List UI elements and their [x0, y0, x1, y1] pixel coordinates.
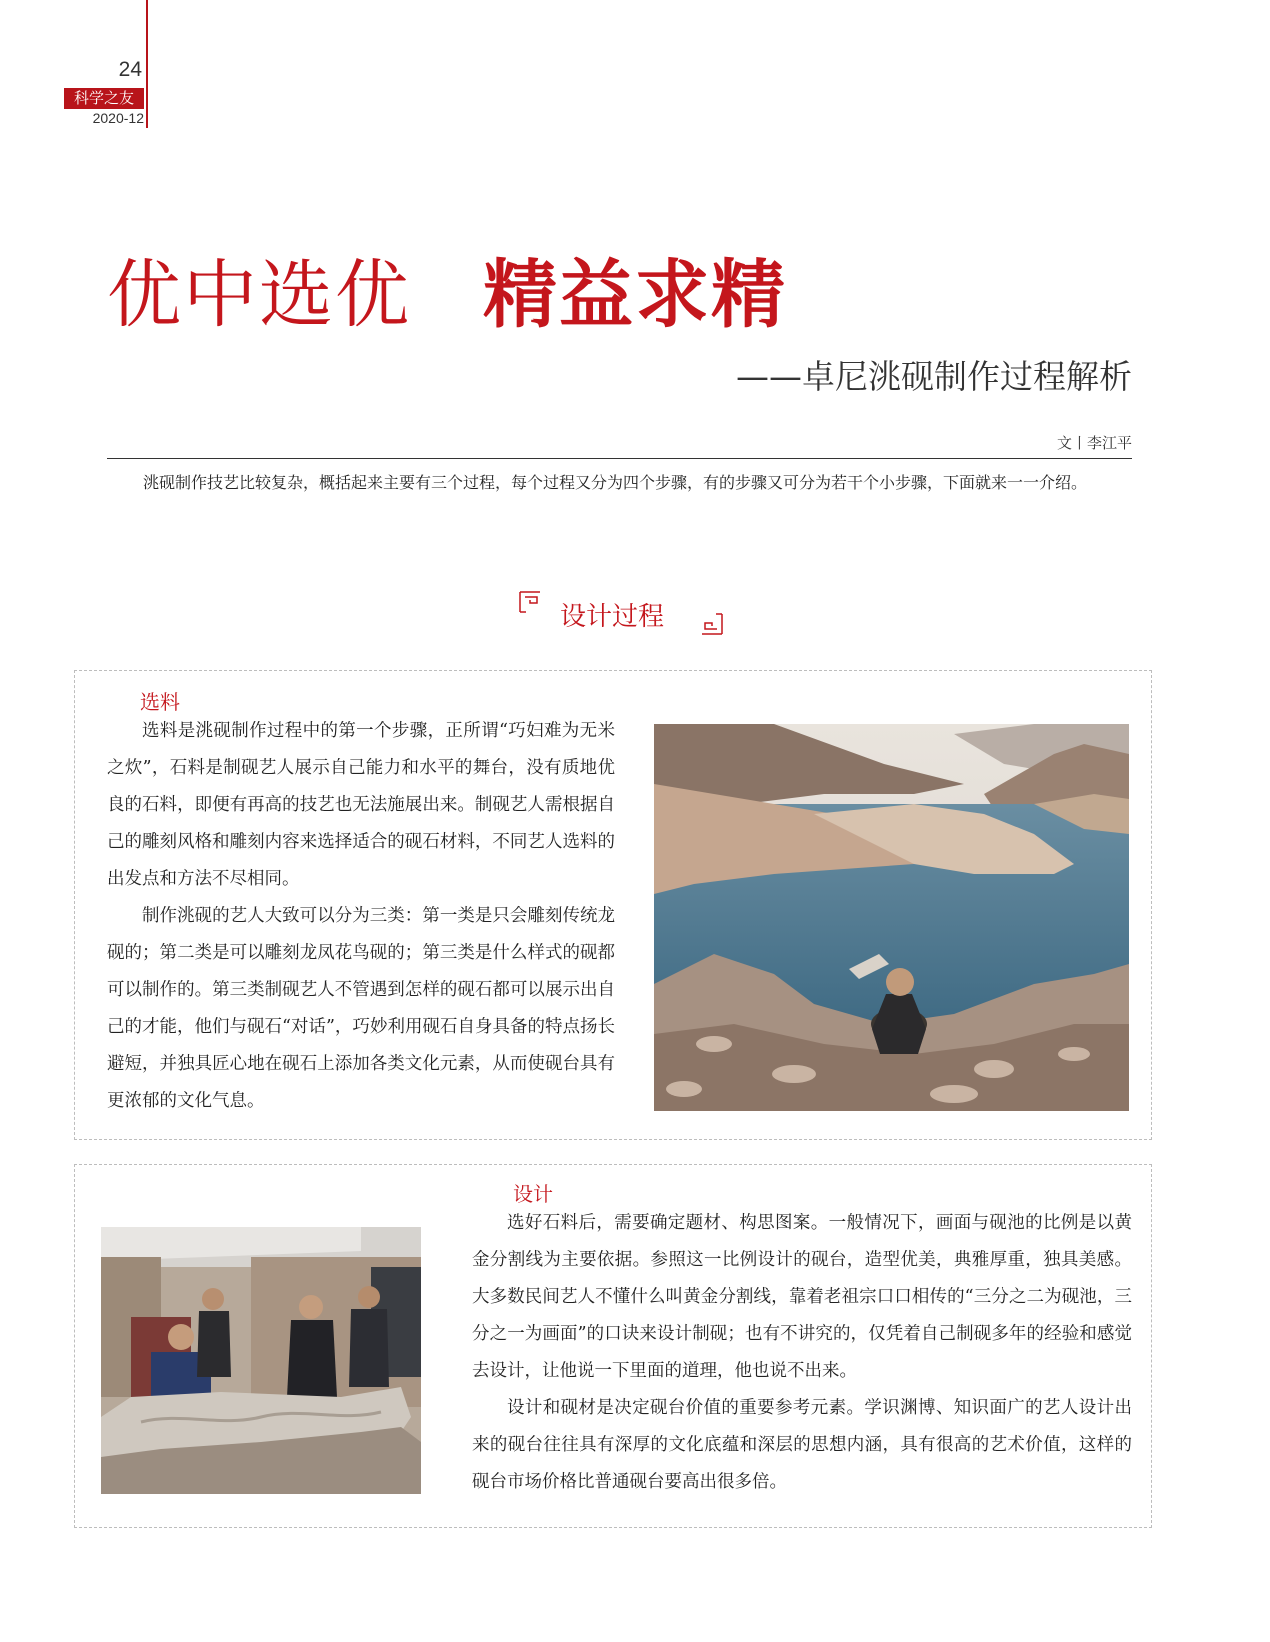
carving-workshop-photo — [101, 1227, 421, 1494]
subtitle: ——卓尼洮砚制作过程解析 — [736, 357, 1132, 396]
lake-quarry-photo — [654, 724, 1129, 1111]
block1-heading: 选料 — [140, 690, 180, 714]
block2-text — [472, 1205, 1132, 1501]
block2-heading: 设计 — [513, 1182, 553, 1206]
title-light: 优中选优 — [107, 252, 411, 338]
block2-paragraph: 选好石料后，需要确定题材、构思图案。一般情况下，画面与砚池的比例是以黄金分割线为主要依据。参照这一比例设计的砚台，造型优美，典雅厚重，独具美感。大多数民间艺人不懂什么叫黄金分割线，靠着老祖宗口口相传的“三分之二为砚池，三分之一为画面”的口诀来设计制砚；也有不讲究的，仅凭着自己制砚多年的经验和感觉去设计，让他说一下里面的道理，他也说不出来。 — [472, 1213, 1132, 1381]
block1-text — [107, 713, 615, 1120]
title-divider — [107, 458, 1132, 459]
intro-paragraph: 洮砚制作技艺比较复杂，概括起来主要有三个过程，每个过程又分为四个步骤，有的步骤又可分为若干个小步骤，下面就来一一介绍。 — [143, 473, 1088, 492]
block1-paragraph: 选料是洮砚制作过程中的第一个步骤，正所谓“巧妇难为无米之炊”，石料是制砚艺人展示自己能力和水平的舞台，没有质地优良的石料，即便有再高的技艺也无法施展出来。制砚艺人需根据自己的雕刻风格和雕刻内容来选择适合的砚石材料，不同艺人选料的出发点和方法不尽相同。 — [107, 721, 615, 889]
page-number: 24 — [118, 58, 142, 81]
section-title: 设计过程 — [560, 602, 665, 632]
magazine-name: 科学之友 — [64, 88, 144, 109]
issue-date: 2020-12 — [92, 110, 144, 126]
header-rule — [146, 0, 148, 128]
block2-paragraph: 设计和砚材是决定砚台价值的重要参考元素。学识渊博、知识面广的艺人设计出来的砚台往往具有深厚的文化底蕴和深层的思想内涵，具有很高的艺术价值，这样的砚台市场价格比普通砚台要高出很多倍。 — [472, 1398, 1132, 1492]
author-byline: 文丨李江平 — [1056, 434, 1132, 452]
title-bold: 精益求精 — [483, 252, 787, 338]
block1-paragraph: 制作洮砚的艺人大致可以分为三类：第一类是只会雕刻传统龙砚的；第二类是可以雕刻龙凤花鸟砚的；第三类是什么样式的砚都可以制作的。第三类制砚艺人不管遇到怎样的砚石都可以展示出自己的才能，他们与砚石“对话”，巧妙利用砚石自身具备的特点扬长避短，并独具匠心地在砚石上添加各类文化元素，从而使砚台具有更浓郁的文化气息。 — [107, 906, 615, 1111]
